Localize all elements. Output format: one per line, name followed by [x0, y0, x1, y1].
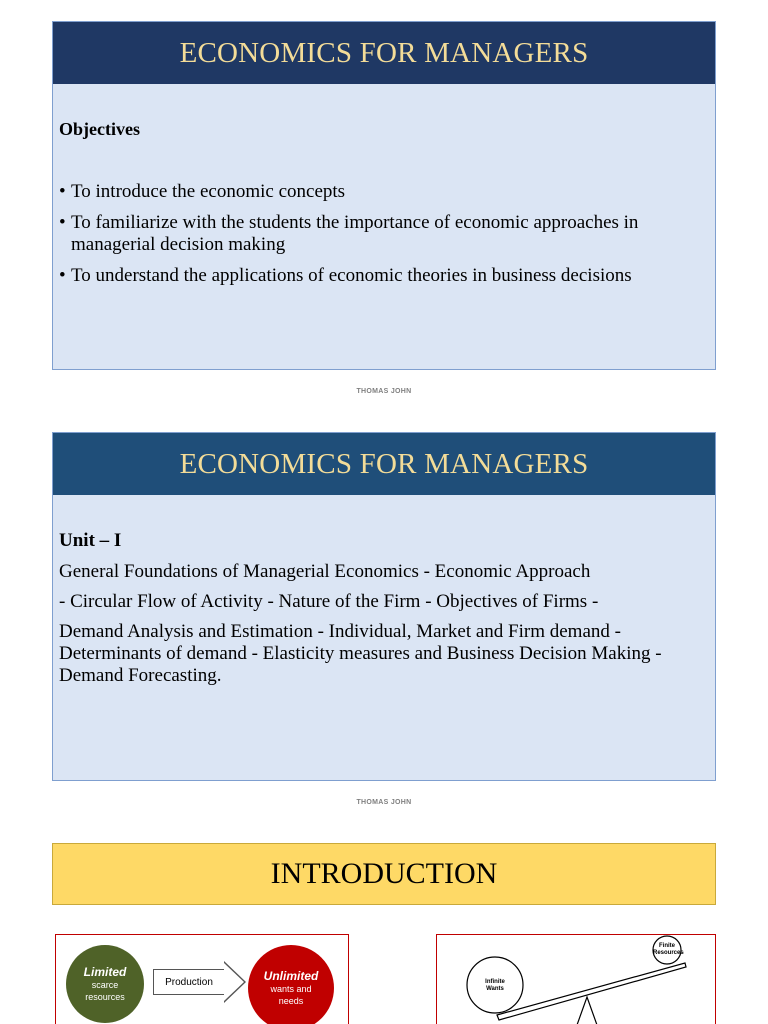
objectives-heading: Objectives: [59, 119, 140, 139]
slide-objectives: [52, 21, 716, 370]
wants-label: wants and: [270, 984, 312, 994]
slide-footer: THOMAS JOHN: [356, 799, 412, 806]
slide-footer: THOMAS JOHN: [356, 388, 412, 395]
objectives-list: [59, 181, 709, 296]
infinite-label: Infinite Wants: [485, 979, 505, 992]
finite-label: Finite Resources: [653, 943, 684, 956]
limited-resources-circle: [66, 945, 144, 1023]
list-item: • To understand the applications of economic theories in business decisions: [59, 265, 709, 287]
scarce-label: scarce: [91, 980, 119, 990]
needs-label: needs: [278, 996, 304, 1006]
slide-title: ECONOMICS FOR MANAGERS: [53, 22, 715, 84]
unit-line: General Foundations of Managerial Economics - Economic Approach: [59, 561, 591, 582]
unit-line: Demand Analysis and Estimation - Individual, Market and Firm demand - Determinants of demand - Elasticity measures and Business Decision Making - Demand Forecasting.: [59, 621, 662, 686]
limited-label: Limited: [83, 965, 127, 979]
unlimited-wants-circle: [248, 945, 334, 1024]
slide-title: ECONOMICS FOR MANAGERS: [53, 433, 715, 495]
seesaw-fulcrum: [577, 997, 597, 1024]
introduction-title: INTRODUCTION: [52, 843, 716, 905]
unit-line: - Circular Flow of Activity - Nature of the Firm - Objectives of Firms -: [59, 591, 599, 612]
scarcity-diagram: [55, 934, 349, 1024]
list-item: • To familiarize with the students the importance of economic approaches in managerial decision making: [59, 212, 709, 256]
seesaw-diagram: [436, 934, 716, 1024]
list-item: • To introduce the economic concepts: [59, 181, 709, 203]
production-arrow: [153, 969, 225, 995]
slide-unit-one: [52, 432, 716, 781]
unit-heading: Unit – I: [59, 530, 122, 551]
resources-label: resources: [85, 992, 125, 1002]
production-label: Production: [165, 976, 213, 988]
unlimited-label: Unlimited: [263, 969, 319, 983]
unit-content: [59, 561, 707, 695]
